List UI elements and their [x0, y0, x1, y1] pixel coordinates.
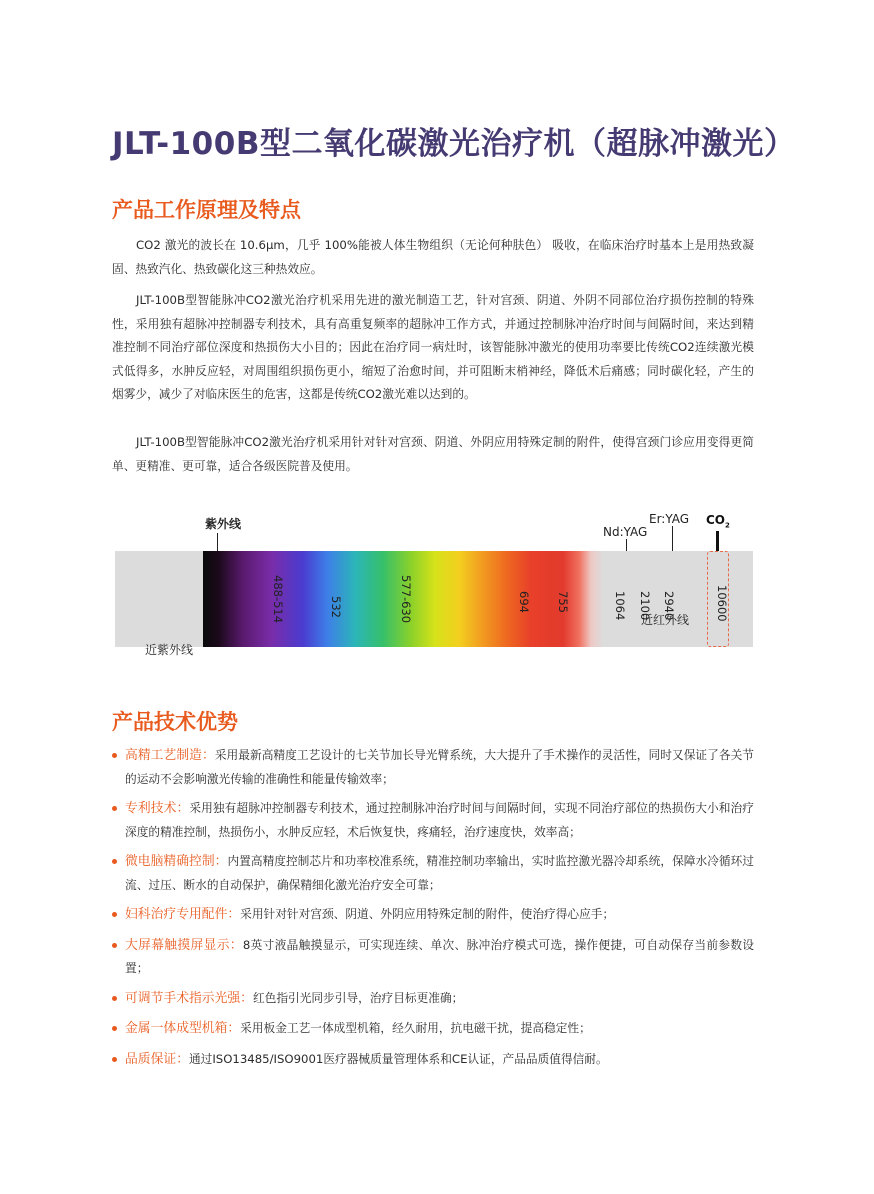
feature-text: 采用最新高精度工艺设计的七关节加长导光臂系统，大大提升了手术操作的灵活性，同时又保证了各关节的运动不会影响激光传输的准确性和能量传输效率；: [125, 748, 754, 786]
paragraph-text: JLT-100B型智能脉冲CO2激光治疗机采用针对针对宫颈、阴道、外阴应用特殊定制的附件，使得宫颈门诊应用变得更简单、更精准、更可靠，适合各级医院普及使用。: [112, 435, 754, 473]
bullet-icon: [112, 1026, 117, 1031]
section-heading-principle: 产品工作原理及特点: [112, 198, 301, 222]
feature-text: 红色指引光同步引导，治疗目标更准确；: [252, 990, 464, 1005]
bullet-icon: [112, 859, 117, 864]
eryag-marker-label: Er:YAG: [649, 512, 690, 526]
feature-key: 品质保证：: [125, 1051, 189, 1067]
co2-marker-label: $CO_2$: [706, 513, 730, 530]
bullet-icon: [112, 996, 117, 1001]
near-uv-label: 近紫外线: [145, 643, 194, 657]
paragraph: [112, 289, 754, 407]
bullet-icon: [112, 943, 117, 948]
wavelength-label: 2940: [662, 591, 676, 621]
laser-spectrum-diagram: [115, 505, 753, 657]
bullet-icon: [112, 806, 117, 811]
feature-key: 金属一体成型机箱：: [125, 1021, 241, 1036]
uv-marker-line: [217, 533, 218, 551]
feature-key: 微电脑精确控制：: [125, 854, 228, 869]
list-item: [112, 1017, 754, 1041]
eryag-marker-line: [672, 526, 673, 551]
paragraph-text: CO2 激光的波长在 10.6μm，几乎 100%能被人体生物组织（无论何种肤色） 吸收，在临床治疗时基本上是用热致凝固、热致汽化、热致碳化这三种热效应。: [112, 238, 754, 276]
wavelength-label: 755: [556, 591, 570, 613]
ndyag-marker-line: [626, 539, 627, 551]
wavelength-label: 577-630: [399, 575, 413, 624]
bullet-icon: [112, 753, 117, 758]
list-item: [112, 1048, 754, 1072]
list-item: [112, 744, 754, 790]
wavelength-label: 1064: [613, 591, 627, 621]
wavelength-label: 488-514: [271, 575, 285, 624]
advantages-list: [112, 744, 754, 1078]
feature-text: 8英寸液晶触摸显示，可实现连续、单次、脉冲治疗模式可选，操作便捷，可自动保存当前参数设置；: [125, 937, 755, 975]
feature-text: 采用独有超脉冲控制器专利技术，通过控制脉冲治疗时间与间隔时间，实现不同治疗部位的热损伤大小和治疗深度的精准控制，热损伤小，水肿反应轻，术后恢复快，疼痛轻，治疗速度快，效率高；: [125, 801, 754, 839]
wavelength-label: 2100: [638, 591, 652, 621]
feature-text: 采用针对针对宫颈、阴道、外阴应用特殊定制的附件，使治疗得心应手；: [240, 907, 615, 921]
list-item: [112, 934, 754, 980]
feature-key: 高精工艺制造：: [125, 748, 215, 763]
wavelength-label: 10600: [715, 585, 729, 622]
list-item: [112, 797, 754, 843]
feature-key: 大屏幕触摸屏显示：: [125, 937, 243, 953]
feature-key: 可调节手术指示光强：: [125, 990, 253, 1006]
feature-key: 专利技术：: [125, 801, 190, 816]
feature-text: 采用板金工艺一体成型机箱，经久耐用，抗电磁干扰，提高稳定性；: [240, 1021, 591, 1035]
feature-text: 内置高精度控制芯片和功率校准系统，精准控制功率输出，实时监控激光器冷却系统，保障水冷循环过流、过压、断水的自动保护，确保精细化激光治疗安全可靠；: [125, 854, 754, 892]
bullet-icon: [112, 912, 117, 917]
co2-highlight-box: [707, 551, 729, 647]
paragraph: [112, 431, 754, 478]
wavelength-label: 694: [517, 591, 531, 613]
feature-key: 妇科治疗专用配件：: [125, 907, 241, 922]
co2-marker-line: [716, 531, 719, 551]
page-title: JLT-100B型二氧化碳激光治疗机（超脉冲激光）: [112, 126, 796, 162]
wavelength-label: 532: [329, 596, 343, 618]
list-item: [112, 903, 754, 927]
list-item: [112, 987, 754, 1011]
paragraph: [112, 234, 754, 281]
paragraph-text: JLT-100B型智能脉冲CO2激光治疗机采用先进的激光制造工艺，针对宫颈、阴道、外阴不同部位治疗损伤控制的特殊性，采用独有超脉冲控制器专利技术，具有高重复频率的超脉冲工作方式，并通过控制脉冲治疗时间与间隔时间，来达到精准控制不同治疗部位深度和热损伤大小目的；因此在治疗同一病灶时，该智能脉冲激光的使用功率要比传统CO2连续激光模式低得多，水肿反应轻，对周围组织损伤更小，缩短了治愈时间，并可阻断末梢神经，降低术后痛感；同时碳化轻，产生的烟雾少，减少了对临床医生的危害，这都是传统CO2激光难以达到的。: [112, 293, 754, 401]
list-item: [112, 850, 754, 896]
near-ir-label: 近红外线: [641, 613, 690, 627]
bullet-icon: [112, 1057, 117, 1062]
feature-text: 通过ISO13485/ISO9001医疗器械质量管理体系和CE认证，产品品质值得信耐。: [188, 1051, 608, 1066]
uv-marker-label: 紫外线: [205, 517, 242, 531]
ndyag-marker-label: Nd:YAG: [603, 525, 648, 539]
spectrum-bar: [115, 551, 753, 657]
section-heading-advantages: 产品技术优势: [112, 710, 238, 734]
